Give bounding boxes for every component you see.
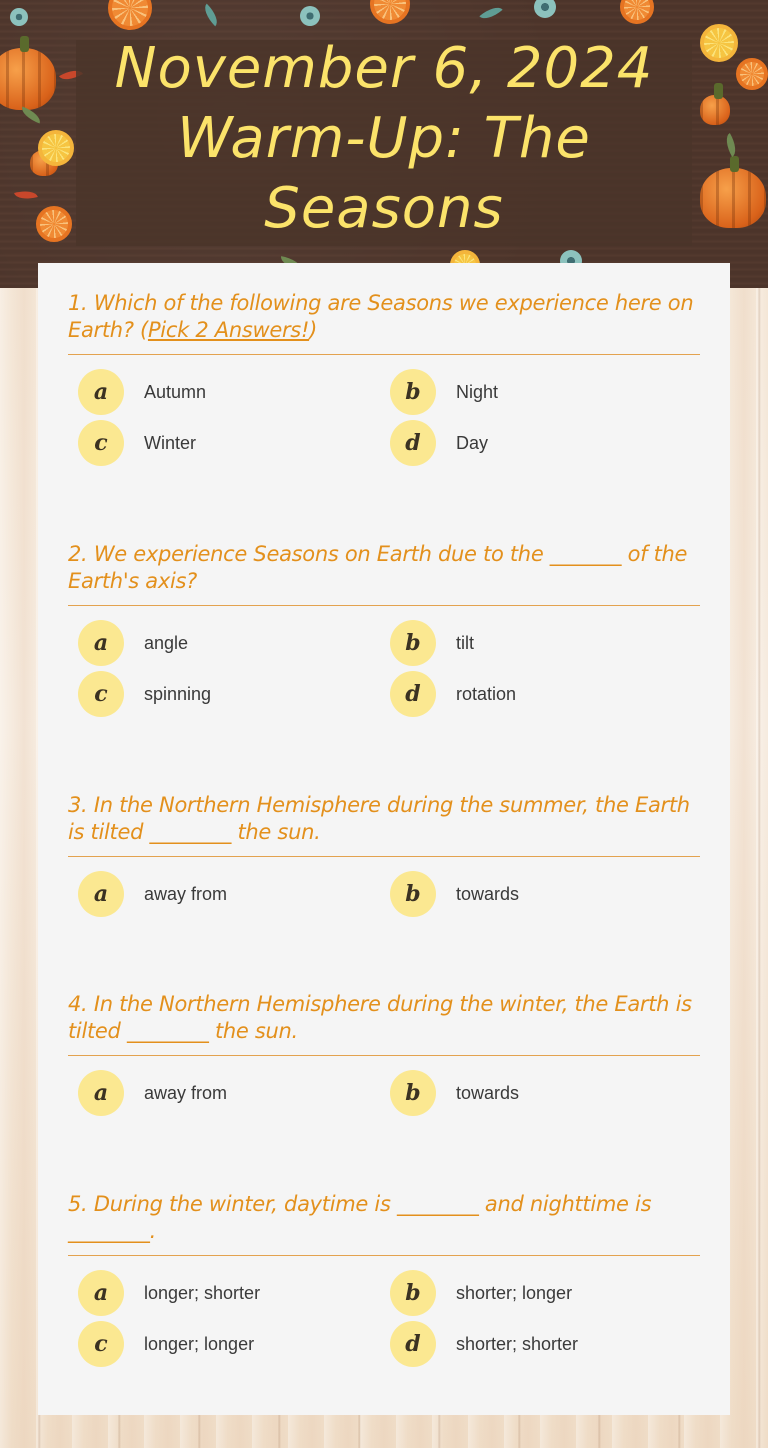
question-title [68,541,700,606]
lemon-slice-icon [700,24,738,62]
answer-letter-badge[interactable]: a [78,1070,124,1116]
question-number: 4. [68,992,88,1016]
orange-slice-icon [370,0,410,24]
question-3 [68,792,700,917]
answer-options [68,1070,700,1116]
answer-label[interactable]: Autumn [144,381,207,402]
answer-options [68,871,700,917]
answer-label[interactable]: rotation [456,683,517,704]
orange-slice-icon [36,206,72,242]
orange-slice-icon [736,58,768,90]
answer-label[interactable]: away from [144,1082,228,1103]
answer-label[interactable]: shorter; longer [456,1282,573,1303]
answer-option-c[interactable] [68,1321,368,1367]
answer-letter-badge[interactable]: b [390,871,436,917]
question-title [68,991,700,1056]
answer-option-d[interactable] [380,1321,680,1367]
answer-label[interactable]: shorter; shorter [456,1333,579,1354]
question-number: 2. [68,542,88,566]
question-text: In the Northern Hemisphere during the summer, the Earth is tilted ________ the sun. [68,793,690,844]
answer-option-a[interactable] [68,1070,368,1116]
answer-label[interactable]: Winter [144,432,197,453]
answer-option-a[interactable] [68,369,368,415]
answer-letter-badge[interactable]: b [390,1270,436,1316]
page-title: November 6, 2024 Warm-Up: The Seasons [114,36,654,241]
leaf-icon [14,187,38,202]
answer-label[interactable]: spinning [144,683,212,704]
answer-option-b[interactable] [380,1070,680,1116]
question-5 [68,1191,700,1366]
question-number: 3. [68,793,88,817]
question-text: We experience Seasons on Earth due to the _______ of the Earth's axis? [68,542,688,593]
answer-label[interactable]: angle [144,632,189,653]
flower-icon [10,8,28,26]
answer-letter-badge[interactable]: b [390,620,436,666]
answer-option-c[interactable] [68,420,368,466]
answer-option-b[interactable] [380,620,680,666]
answer-option-a[interactable] [68,620,368,666]
question-title [68,1191,700,1256]
question-title [68,290,700,355]
lemon-slice-icon [38,130,74,166]
answer-letter-badge[interactable]: d [390,1321,436,1367]
answer-label[interactable]: towards [456,1082,520,1103]
answer-options [68,369,700,465]
flower-icon [300,6,320,26]
pumpkin-icon [0,48,56,110]
answer-letter-badge[interactable]: c [78,671,124,717]
answer-letter-badge[interactable]: c [78,1321,124,1367]
answer-option-b[interactable] [380,369,680,415]
leaf-icon [479,2,502,24]
answer-option-c[interactable] [68,671,368,717]
answer-label[interactable]: tilt [456,632,474,653]
answer-label[interactable]: Day [456,432,489,453]
answer-letter-badge[interactable]: b [390,1070,436,1116]
question-number: 1. [68,291,88,315]
question-1 [68,290,700,465]
question-number: 5. [68,1192,88,1216]
answer-letter-badge[interactable]: d [390,671,436,717]
answer-letter-badge[interactable]: a [78,620,124,666]
answer-letter-badge[interactable]: c [78,420,124,466]
question-emphasis: Pick 2 Answers! [147,318,310,342]
answer-letter-badge[interactable]: d [390,420,436,466]
answer-letter-badge[interactable]: a [78,369,124,415]
flower-icon [534,0,556,18]
answer-option-b[interactable] [380,1270,680,1316]
question-text: In the Northern Hemisphere during the winter, the Earth is tilted ________ the sun. [68,992,692,1043]
answer-label[interactable]: Night [456,381,499,402]
answer-option-a[interactable] [68,1270,368,1316]
header-banner [0,0,768,288]
leaf-icon [200,4,223,27]
leaf-icon [721,133,741,157]
answer-label[interactable]: away from [144,883,228,904]
question-title [68,792,700,857]
orange-slice-icon [620,0,654,24]
question-2 [68,541,700,716]
answer-option-d[interactable] [380,671,680,717]
answer-option-d[interactable] [380,420,680,466]
answer-options [68,1270,700,1366]
answer-letter-badge[interactable]: a [78,871,124,917]
answer-letter-badge[interactable]: a [78,1270,124,1316]
worksheet-card [38,263,730,1415]
answer-option-b[interactable] [380,871,680,917]
orange-slice-icon [108,0,152,30]
answer-label[interactable]: longer; longer [144,1333,255,1354]
pumpkin-icon [700,168,766,228]
question-4 [68,991,700,1116]
question-text: During the winter, daytime is ________ and nighttime is ________. [68,1192,652,1243]
answer-option-a[interactable] [68,871,368,917]
pumpkin-icon [700,95,730,125]
answer-label[interactable]: longer; shorter [144,1282,261,1303]
question-suffix: ) [309,318,317,342]
answer-label[interactable]: towards [456,883,520,904]
question-text: Which of the following are Seasons we experience here on Earth? ( [68,291,694,342]
answer-letter-badge[interactable]: b [390,369,436,415]
answer-options [68,620,700,716]
